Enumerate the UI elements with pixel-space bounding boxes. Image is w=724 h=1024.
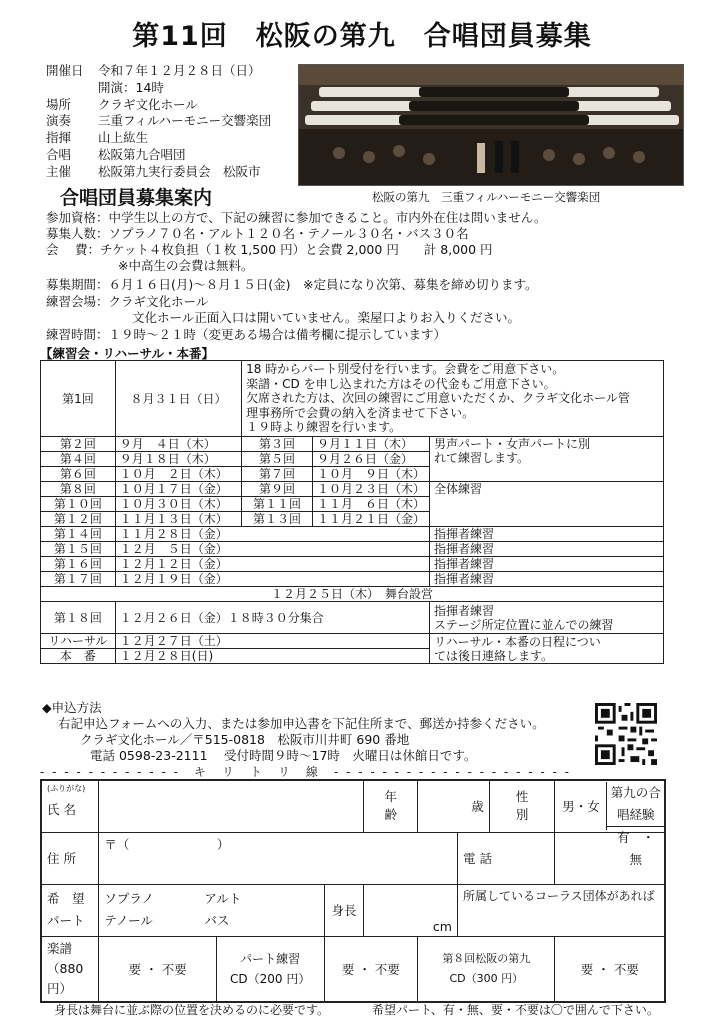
session-note: 男声パート・女声パートに別 れて練習します。 — [429, 437, 663, 482]
apply-phone: 電話 0598-23-2111 受付時間９時～17時 火曜日は休館日です。 — [90, 748, 477, 763]
table-row — [41, 542, 664, 557]
info-organizer: 主催 松阪第九実行委員会 松阪市 — [46, 164, 261, 179]
recruit-title: 合唱団員募集案内 — [60, 187, 213, 209]
info-date: 開催日 令和７年１２月２８日（日） — [46, 63, 261, 78]
session-note: 18 時からパート別受付を行います。会費をご用意下さい。 楽譜・CD を申し込まれた方はその代金もご用意下さい。 欠席された方は、次回の練習にご用意いただくか、クラギ文化ホール管 理事務所で会費の納入を済ませて下さい。 １９時より練習を行います。 — [242, 361, 664, 437]
session-date: １０月 ９日（木） — [312, 467, 429, 482]
session-note: 指揮者練習 — [429, 527, 663, 542]
part-label: 希 望 パート — [41, 884, 99, 936]
recruit-fee: 会 費：チケット４枚負担（１枚 1,500 円）と会費 2,000 円 計 8,000 円 — [46, 242, 493, 257]
session-note: 指揮者練習 — [429, 542, 663, 557]
session-note: 指揮者練習 — [429, 572, 663, 587]
page-title: 第11回 松阪の第九 合唱団員募集 — [132, 21, 592, 52]
concert-photo — [298, 64, 684, 186]
session-no: 第４回 — [41, 452, 116, 467]
session-no: 第３回 — [242, 437, 313, 452]
recruit-numbers: 募集人数：ソプラノ７０名・アルト１２０名・テノール３０名・バス３０名 — [46, 226, 469, 241]
info-venue: 場所 クラギ文化ホール — [46, 97, 198, 112]
session-date: ８月３１日（日） — [115, 361, 241, 437]
stage-setup: １２月２５日（木） 舞台設営 — [41, 587, 664, 602]
photo-caption: 松阪の第九 三重フィルハーモニー交響楽団 — [372, 190, 601, 204]
session-no: 第７回 — [242, 467, 313, 482]
apply-heading: ◆申込方法 — [42, 700, 102, 715]
recruit-venue: 練習会場：クラギ文化ホール — [46, 294, 209, 309]
experience-options[interactable]: 有 ・ 無 — [616, 830, 667, 868]
session-date: １１月 ６日（木） — [312, 497, 429, 512]
session-date: １１月１３日（木） — [115, 512, 241, 527]
session-date: ９月１８日（木） — [115, 452, 241, 467]
session-date: ９月 ４日（木） — [115, 437, 241, 452]
session-no: 第２回 — [41, 437, 116, 452]
session-no: 第１５回 — [41, 542, 116, 557]
recruit-time: 練習時間：１９時～２１時（変更ある場合は備考欄に提示しています） — [46, 327, 447, 342]
session-date: １２月１９日（金） — [115, 572, 429, 587]
session-no: 第１０回 — [41, 497, 116, 512]
cd8-label: 第８回松阪の第九 CD（300 円） — [418, 936, 555, 1002]
session-date: １２月 ５日（金） — [115, 542, 429, 557]
session-date: １０月２３日（木） — [312, 482, 429, 497]
session-note: 指揮者練習 — [429, 557, 663, 572]
name-label: (ふりがな) 氏 名 — [41, 780, 99, 832]
table-row — [41, 557, 664, 572]
part-cd-need[interactable]: 要 ・ 不要 — [324, 936, 418, 1002]
apply-address: クラギ文化ホール／〒515-0818 松阪市川井町 690 番地 — [80, 732, 410, 747]
table-row — [41, 437, 664, 452]
session-no: 第５回 — [242, 452, 313, 467]
session-no: 第６回 — [41, 467, 116, 482]
session-date: １１月２１日（金） — [312, 512, 429, 527]
apply-line-1: 右記申込フォームへの入力、または参加申込書を下記住所まで、郵送か持参ください。 — [58, 716, 545, 731]
chorus-group-field[interactable]: 所属しているコーラス団体があれば — [457, 884, 665, 936]
session-date: ９月１１日（木） — [312, 437, 429, 452]
table-row — [41, 527, 664, 542]
session-date: １２月２７日（土） — [115, 634, 429, 649]
footer-circle-note: 希望パート、有・無、要・不要は〇で囲んで下さい。 — [372, 1003, 659, 1017]
session-date: １１月２８日（金） — [115, 527, 429, 542]
session-date: １２月２６日（金）１８時３０分集合 — [115, 602, 429, 634]
sex-label: 性 別 — [489, 780, 555, 832]
session-note: リハーサル・本番の日程につい ては後日連絡します。 — [429, 634, 663, 664]
session-no: 第１１回 — [242, 497, 313, 512]
age-field[interactable]: 歳 — [418, 780, 490, 832]
table-row — [41, 587, 664, 602]
table-row — [41, 602, 664, 634]
address-label: 住 所 — [41, 832, 99, 884]
info-orchestra: 演奏 三重フィルハーモニー交響楽団 — [46, 113, 272, 128]
table-row — [41, 634, 664, 649]
session-no: 第１３回 — [242, 512, 313, 527]
session-no: 第1回 — [41, 361, 116, 437]
session-date: １０月１７日（金） — [115, 482, 241, 497]
session-no: 第１８回 — [41, 602, 116, 634]
session-date: １０月３０日（木） — [115, 497, 241, 512]
session-no: 第８回 — [41, 482, 116, 497]
cut-line: - - - - - - - - - - - - キ リ ト リ 線 - - - - - - - - - - - - - - - - - - - - — [40, 765, 571, 779]
footer-height-note: 身長は舞台に並ぶ際の位置を決めるのに必要です。 — [54, 1003, 330, 1017]
score-need[interactable]: 要 ・ 不要 — [99, 936, 216, 1002]
info-start: 開演：14時 — [98, 80, 164, 95]
phone-label: 電 話 — [457, 832, 555, 884]
session-no: 第１７回 — [41, 572, 116, 587]
table-row — [41, 482, 664, 497]
session-date: １０月 ２日（木） — [115, 467, 241, 482]
height-label: 身長 — [324, 884, 364, 936]
recruit-venue-note: 文化ホール正面入口は開いていません。楽屋口よりお入りください。 — [132, 310, 521, 325]
session-date: ９月２６日（金） — [312, 452, 429, 467]
score-label: 楽譜 （880 円） — [41, 936, 99, 1002]
part-cd-label: パート練習 CD（200 円） — [216, 936, 324, 1002]
session-no: 第１６回 — [41, 557, 116, 572]
cd8-need[interactable]: 要 ・ 不要 — [555, 936, 665, 1002]
session-date: １２月１２日（金） — [115, 557, 429, 572]
name-field[interactable] — [99, 780, 364, 832]
schedule-header: 【練習会・リハーサル・本番】 — [40, 346, 215, 361]
sex-and-experience — [555, 780, 667, 868]
recruit-qualification: 参加資格：中学生以上の方で、下記の練習に参加できること。市内外在住は問いません。 — [46, 210, 547, 225]
recruit-fee-note: ※中高生の会費は無料。 — [118, 258, 254, 273]
address-field[interactable]: 〒（ ） — [99, 832, 458, 884]
table-row — [41, 572, 664, 587]
sex-options[interactable]: 男・女 — [555, 782, 607, 830]
table-row — [41, 361, 664, 437]
recruit-period: 募集期間：６月１６日(月)～８月１５日(金) ※定員になり次第、募集を締め切ります。 — [46, 277, 538, 292]
session-no: 第９回 — [242, 482, 313, 497]
session-no: 第１２回 — [41, 512, 116, 527]
session-note: 指揮者練習 ステージ所定位置に並んでの練習 — [429, 602, 663, 634]
experience-label: 第九の合唱経験 — [607, 782, 664, 827]
application-form — [40, 779, 666, 1003]
qr-code[interactable] — [595, 703, 657, 765]
info-chorus: 合唱 松阪第九合唱団 — [46, 147, 186, 162]
session-no: 本 番 — [41, 649, 116, 664]
age-label: 年 齢 — [364, 780, 418, 832]
part-options[interactable]: ソプラノ アルト テノール バス — [99, 884, 324, 936]
session-no: リハーサル — [41, 634, 116, 649]
session-note: 全体練習 — [429, 482, 663, 527]
height-field[interactable]: cm — [364, 884, 458, 936]
schedule-table — [40, 360, 664, 664]
session-no: 第１４回 — [41, 527, 116, 542]
info-conductor: 指揮 山上紘生 — [46, 130, 149, 145]
session-date: １２月２８日(日) — [115, 649, 429, 664]
